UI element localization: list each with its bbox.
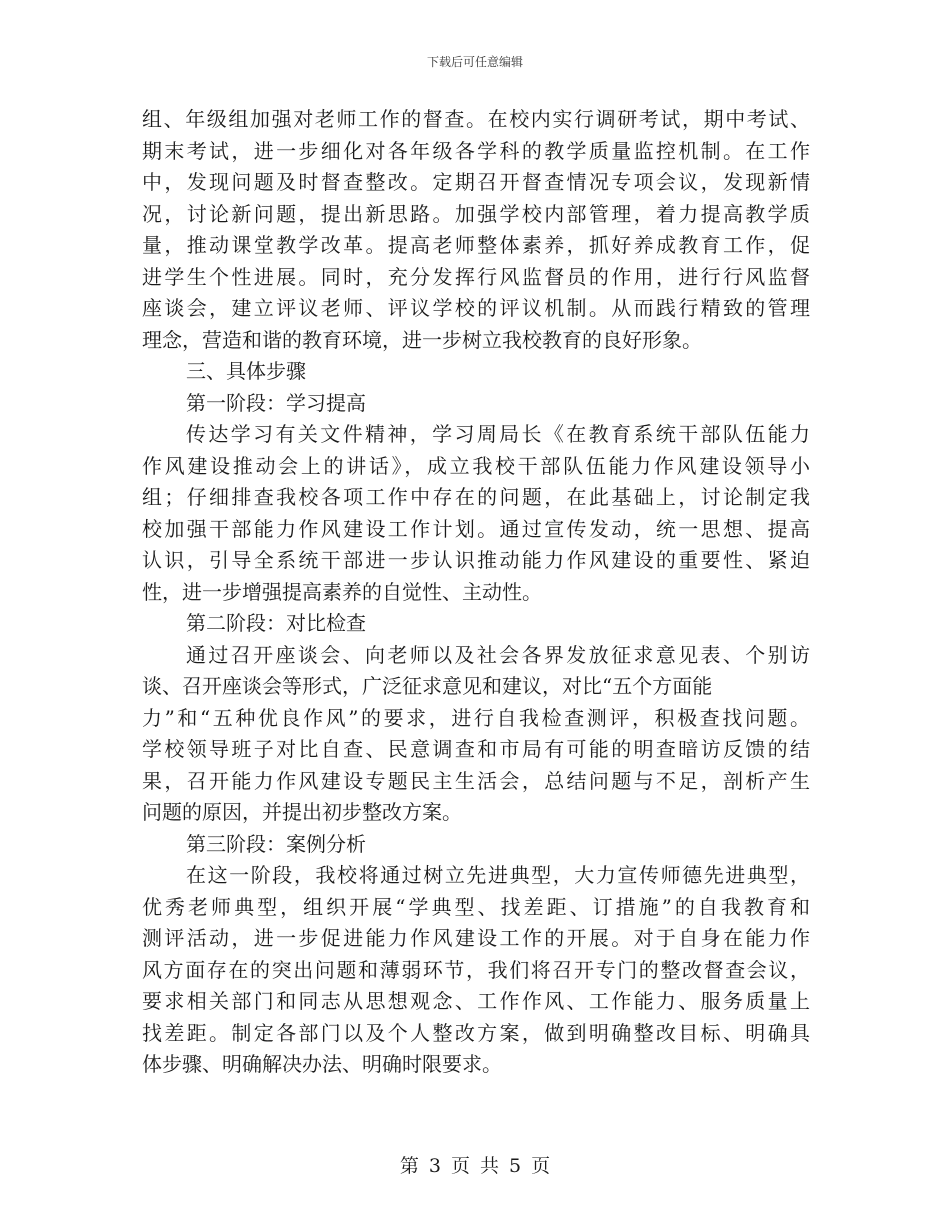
text-line: 体步骤、明确解决办法、明确时限要求。 [142, 1052, 502, 1076]
text-line: 性，进一步增强提高素养的自觉性、主动性。 [142, 579, 542, 604]
text-line: 在这一阶段，我校将通过树立先进典型，大力宣传师德先进典型， [186, 863, 810, 887]
text-line: 理念，营造和谐的教育环境，进一步树立我校教育的良好形象。 [142, 327, 702, 352]
text-line: 况，讨论新问题，提出新思路。加强学校内部管理，着力提高教学质 [142, 201, 810, 226]
text-line: 果，召开能力作风建设专题民主生活会，总结问题与不足，剖析产生 [142, 768, 810, 793]
text-line: 力”和“五种优良作风”的要求，进行自我检查测评，积极查找问题。 [142, 705, 810, 730]
text-line: 作风建设推动会上的讲话》，成立我校干部队伍能力作风建设领导小 [142, 453, 810, 478]
text-line: 第一阶段：学习提高 [186, 390, 366, 415]
text-line: 组；仔细排查我校各项工作中存在的问题，在此基础上，讨论制定我 [142, 485, 810, 509]
text-line: 期末考试，进一步细化对各年级各学科的教学质量监控机制。在工作 [142, 138, 810, 163]
text-line: 学校领导班子对比自查、民意调查和市局有可能的明查暗访反馈的结 [142, 737, 810, 761]
text-line: 中，发现问题及时督查整改。定期召开督查情况专项会议，发现新情 [142, 170, 810, 194]
text-line: 第二阶段：对比检查 [186, 611, 366, 635]
text-line: 校加强干部能力作风建设工作计划。通过宣传发动，统一思想、提高 [142, 516, 810, 541]
text-line: 要求相关部门和同志从思想观念、工作作风、工作能力、服务质量上 [142, 989, 810, 1013]
text-line: 传达学习有关文件精神，学习周局长《在教育系统干部队伍能力 [186, 422, 810, 446]
text-line: 量，推动课堂教学改革。提高老师整体素养，抓好养成教育工作，促 [142, 233, 810, 257]
text-line: 测评活动，进一步促进能力作风建设工作的开展。对于自身在能力作 [142, 926, 810, 950]
text-line: 三、具体步骤 [186, 359, 306, 383]
text-line: 认识，引导全系统干部进一步认识推动能力作风建设的重要性、紧迫 [142, 548, 810, 572]
text-line: 问题的原因，并提出初步整改方案。 [142, 800, 462, 824]
text-line: 通过召开座谈会、向老师以及社会各界发放征求意见表、个别访 [186, 642, 810, 667]
document-body [142, 104, 810, 1081]
text-line: 找差距。制定各部门以及个人整改方案，做到明确整改目标、明确具 [142, 1020, 810, 1045]
page-header: 下载后可任意编辑 [426, 55, 523, 69]
text-line: 第三阶段：案例分析 [186, 831, 366, 856]
text-line: 风方面存在的突出问题和薄弱环节，我们将召开专门的整改督查会议， [142, 957, 810, 982]
text-line: 谈、召开座谈会等形式，广泛征求意见和建议，对比“五个方面能 [142, 674, 713, 698]
page-footer: 第 3 页 共 5 页 [399, 1155, 551, 1177]
text-line: 进学生个性进展。同时，充分发挥行风监督员的作用，进行行风监督 [142, 264, 810, 289]
text-line: 组、年级组加强对老师工作的督查。在校内实行调研考试，期中考试、 [142, 107, 810, 131]
text-line: 座谈会，建立评议老师、评议学校的评议机制。从而践行精致的管理 [142, 296, 810, 320]
text-line: 优秀老师典型，组织开展“学典型、找差距、订措施”的自我教育和 [142, 894, 810, 919]
